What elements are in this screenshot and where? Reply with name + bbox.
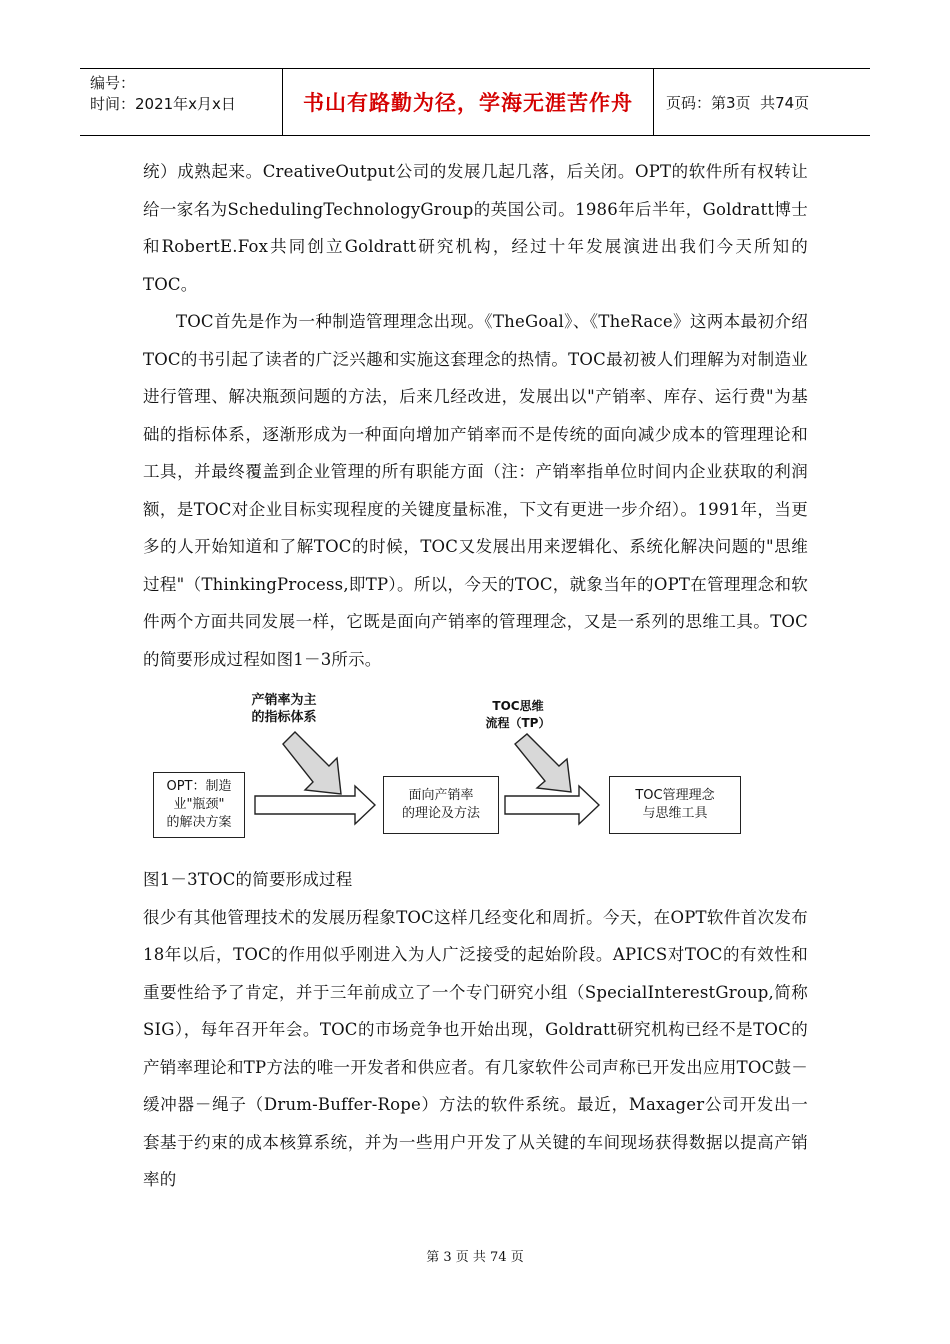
header-left-cell <box>80 69 283 135</box>
box-opt-solution: OPT：制造 业"瓶颈" 的解决方案 <box>153 772 245 838</box>
box-toc-tools: TOC管理理念 与思维工具 <box>609 776 741 834</box>
paragraph-1: 统）成熟起来。CreativeOutput公司的发展几起几落，后关闭。OPT的软件所有权转让给一家名为SchedulingTechnologyGroup的英国公司。1986年后半年，Goldratt博士和RobertE.Fox共同创立Goldratt研究机构，经过十年发展演进出我们今天所知的TOC。 <box>143 162 808 294</box>
label-thinking-process: TOC思维 流程（TP） <box>485 699 551 730</box>
header-time-label: 时间：2021年x月x日 <box>90 95 236 113</box>
horizontal-arrow-2 <box>505 786 599 824</box>
header-page-info-cell <box>654 69 870 135</box>
header-number-label: 编号： <box>90 74 136 92</box>
figure-caption: 图1－3TOC的简要形成过程 <box>143 870 353 889</box>
diagonal-arrow-1 <box>283 732 341 794</box>
page-header <box>80 68 870 136</box>
paragraph-3: 很少有其他管理技术的发展历程象TOC这样几经变化和周折。今天，在OPT软件首次发布18年以后，TOC的作用似乎刚进入为人广泛接受的起始阶段。APICS对TOC的有效性和重要性给予了肯定，并于三年前成立了一个专门研究小组（SpecialInterestGroup,简称SIG），每年召开年会。TOC的市场竞争也开始出现，Goldratt研究机构已经不是TOC的产销率理论和TP方法的唯一开发者和供应者。有几家软件公司声称已开发出应用TOC鼓－缓冲器－绳子（Drum-Buffer-Rope）方法的软件系统。最近，Maxager公司开发出一套基于约束的成本核算系统，并为一些用户开发了从关键的车间现场获得数据以提高产销率的 <box>143 907 808 1189</box>
page-footer: 第 3 页 共 74 页 <box>426 1250 524 1265</box>
paragraph-2: TOC首先是作为一种制造管理理念出现。《TheGoal》、《TheRace》这两本最初介绍TOC的书引起了读者的广泛兴趣和实施这套理念的热情。TOC最初被人们理解为对制造业进行管理、解决瓶颈问题的方法，后来几经改进，发展出以"产销率、库存、运行费"为基础的指标体系，逐渐形成为一种面向增加产销率而不是传统的面向减少成本的管理理论和工具，并最终覆盖到企业管理的所有职能方面（注：产销率指单位时间内企业获取的利润额，是TOC对企业目标实现程度的关键度量标准，下文有更进一步介绍）。1991年，当更多的人开始知道和了解TOC的时候，TOC又发展出用来逻辑化、系统化解决问题的"思维过程"（ThinkingProcess,即TP）。所以，今天的TOC，就象当年的OPT在管理理念和软件两个方面共同发展一样，它既是面向产销率的管理理念，又是一系列的思维工具。TOC的简要形成过程如图1－3所示。 <box>143 312 808 669</box>
formation-diagram <box>143 686 808 861</box>
header-motto: 书山有路勤为径，学海无涯苦作舟 <box>283 69 654 135</box>
label-indicator-system: 产销率为主 的指标体系 <box>251 693 317 725</box>
diagonal-arrow-2 <box>515 734 571 792</box>
header-page-info: 页码：第3页 共74页 <box>666 93 810 112</box>
box-throughput-theory: 面向产销率 的理论及方法 <box>383 776 499 834</box>
document-body <box>143 153 808 1199</box>
